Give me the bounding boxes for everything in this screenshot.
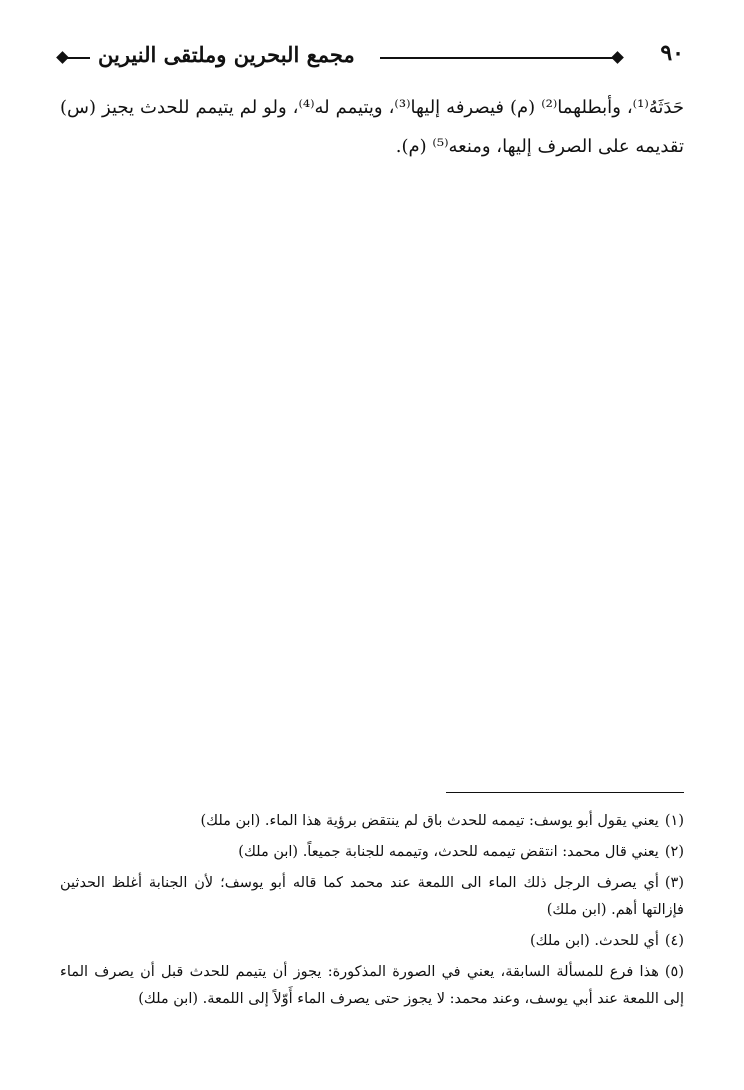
footnote-1: (١)يعني يقول أبو يوسف: تيممه للحدث باق لم ينتقض برؤية هذا الماء. (ابن ملك) [200,813,684,829]
footnotes [60,808,684,1017]
running-title: مجمع البحرين وملتقى النيرين [98,42,355,67]
main-text [60,88,684,166]
diamond-ornament-icon [56,51,69,64]
footnote-4: (٤)أي للحدث. (ابن ملك) [530,933,684,949]
footnote-3: (٣)أي يصرف الرجل ذلك الماء الى اللمعة عند محمد كما قاله أبو يوسف؛ لأن الجنابة أغلظ الحدثين فإزالتها أهم. (ابن ملك) [60,875,684,918]
page-header [50,40,684,80]
footnote-separator [446,792,684,793]
footnote-5: (٥)هذا فرع للمسألة السابقة، يعني في الصورة المذكورة: يجوز أن يتيمم للحدث قبل أن يصرف الماء إلى اللمعة عند أبي يوسف، وعند محمد: لا يجوز حتى يصرف الماء أَوّلاً إلى اللمعة. (ابن ملك) [60,964,684,1007]
footnote-2: (٢)يعني قال محمد: انتقض تيممه للحدث، وتيممه للجنابة جميعاً. (ابن ملك) [238,844,684,860]
page-number: ٩٠ [660,40,684,66]
header-rule [380,57,618,59]
main-paragraph: حَدَثَهُ⁽¹⁾، وأبطلهما⁽²⁾ (م) فيصرفه إليها⁽³⁾، ويتيمم له⁽⁴⁾، ولو لم يتيمم للحدث يجيز (س) تقديمه على الصرف إليها، ومنعه⁽⁵⁾ (م). [60,97,684,157]
